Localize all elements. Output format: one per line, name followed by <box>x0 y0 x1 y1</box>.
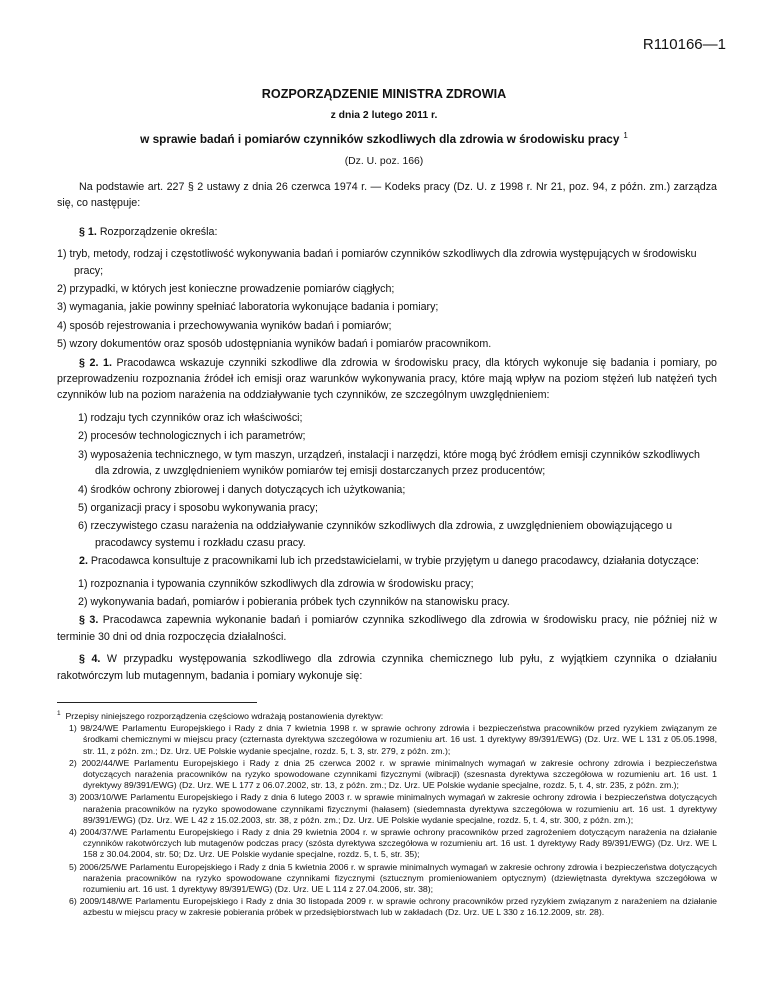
section-2 <box>57 355 717 404</box>
list-item: 2) procesów technologicznych i ich parametrów; <box>78 430 306 443</box>
footnote-item: 5) 2006/25/WE Parlamentu Europejskiego i Rady z dnia 5 kwietnia 2006 r. w sprawie minimalnych wymagań w zakresie ochrony zdrowia i bezpieczeństwa dotyczących narażenia pracowników na ryzyko spowodowane czynnikami fizycznymi (sztucznym promieniowaniem optycznym) (dziewiętnasta dyrektywa szczegółowa w rozumieniu art. 16 ust. 1 dyrektywy 89/391/EWG) (Dz. Urz. UE L 114 z 27.04.2006, str. 38); <box>69 861 717 894</box>
list-item: 3) wymagania, jakie powinny spełniać laboratoria wykonujące badania i pomiary; <box>57 301 439 314</box>
list-item: 3) wyposażenia technicznego, w tym maszyn, urządzeń, instalacji i narzędzi, które mogą być źródłem emisji czynników szkodliwych dla zdrowia, z uwzględnieniem wyników pomiarów tej emisji dostarczanych przez producentów; <box>78 448 700 478</box>
regulation-date: z dnia 2 lutego 2011 r. <box>330 110 438 121</box>
list-item: 5) wzory dokumentów oraz sposób udostępniania wyników badań i pomiarów pracownikom. <box>57 338 492 351</box>
footnote-item: 6) 2009/148/WE Parlamentu Europejskiego i Rady z dnia 30 listopada 2009 r. w sprawie ochrony pracowników przed ryzykiem związanym z narażeniem na działanie azbestu w miejscu pracy w zakresie pobierania próbek w przedsiębiorstwach lub w zakładach (Dz. Urz. UE L 330 z 16.12.2009, str. 28). <box>69 896 717 918</box>
list-item: 2) wykonywania badań, pomiarów i pobierania próbek tych czynników na stanowisku pracy. <box>78 595 510 608</box>
list-item: 1) rodzaju tych czynników oraz ich właściwości; <box>78 411 303 424</box>
preamble: Na podstawie art. 227 § 2 ustawy z dnia 26 czerwca 1974 r. — Kodeks pracy (Dz. U. z 1998 r. Nr 21, poz. 94, z późn. zm.) zarządza się, co następuje: <box>57 181 717 210</box>
section-label: § 1. <box>79 225 97 238</box>
list-item: 5) organizacji pracy i sposobu wykonywania pracy; <box>78 501 318 514</box>
list-item: 1) tryb, metody, rodzaj i częstotliwość wykonywania badań i pomiarów czynników szkodliwych dla zdrowia występujących w środowisku pracy; <box>57 248 697 277</box>
footnote-intro-text: Przepisy niniejszego rozporządzenia częściowo wdrażają postanowienia dyrektyw: <box>65 710 384 721</box>
section-label: § 3. <box>79 614 99 627</box>
section-text: Pracodawca zapewnia wykonanie badań i pomiarów czynnika szkodliwego dla zdrowia w środowisku pracy, nie później niż w terminie 30 dni od dnia rozpoczęcia działalności. <box>57 614 717 643</box>
footnote-item: 3) 2003/10/WE Parlamentu Europejskiego i Rady z dnia 6 lutego 2003 r. w sprawie minimalnych wymagań w zakresie ochrony zdrowia i bezpieczeństwa dotyczących narażenia pracowników na ryzyko spowodowane czynnikami fizycznymi (hałasem) (siedemnasta dyrektywa szczegółowa w rozumieniu art. 16 ust. 1 dyrektywy 89/391/EWG) (Dz. Urz. WE L 42 z 15.02.2003, str. 38, z późn. zm.; Dz. Urz. UE Polskie wydanie specjalne, rozdz. 5, t. 4, str. 300, z późn. zm.); <box>69 792 717 825</box>
section-text: W przypadku występowania szkodliwego dla zdrowia czynnika chemicznego lub pyłu, z wyjątkiem czynnika o działaniu rakotwórczym lub mutagennym, badania i pomiary wykonuje się: <box>57 653 717 682</box>
section-2-paragraph-2 <box>57 553 717 569</box>
paragraph-text: Pracodawca konsultuje z pracownikami lub ich przedstawicielami, w trybie przyjętym u danego pracodawcy, działania dotyczące: <box>90 555 699 568</box>
list-item: 2) przypadki, w których jest konieczne prowadzenie pomiarów ciągłych; <box>57 283 395 296</box>
footnote-divider <box>57 702 257 703</box>
regulation-title: ROZPORZĄDZENIE MINISTRA ZDROWIA <box>261 87 507 101</box>
regulation-body <box>57 179 717 690</box>
footnote-reference: 1 <box>623 131 628 140</box>
document-id: R110166—1 <box>642 36 726 53</box>
section-4 <box>57 651 717 684</box>
footnotes <box>57 708 717 920</box>
list-item: 4) sposób rejestrowania i przechowywania wyników badań i pomiarów; <box>57 319 392 332</box>
list-item: 6) rzeczywistego czasu narażenia na oddziaływanie czynników szkodliwych dla zdrowia, z uwzględnieniem obowiązującego u pracodawcy systemu i rozkładu czasu pracy. <box>78 520 673 549</box>
list-item: 4) środków ochrony zbiorowej i danych dotyczących ich użytkowania; <box>78 483 406 496</box>
footnote-intro <box>57 708 717 722</box>
subject-text: w sprawie badań i pomiarów czynników szkodliwych dla zdrowia w środowisku pracy <box>140 131 620 146</box>
regulation-subject <box>0 131 768 146</box>
footnote-item: 2) 2002/44/WE Parlamentu Europejskiego i Rady z dnia 25 czerwca 2002 r. w sprawie minimalnych wymagań w zakresie ochrony zdrowia i bezpieczeństwa dotyczących narażenia pracowników na ryzyko spowodowane czynnikami fizycznymi (wibracji) (szesnasta dyrektywa szczegółowa w rozumieniu art. 16 ust. 1 dyrektywy 89/391/EWG) (Dz. Urz. WE L 177 z 06.07.2002, str. 13, z późn. zm.; Dz. Urz. UE Polskie wydanie specjalne, rozdz. 5, t. 4, str. 235, z późn. zm.); <box>69 757 717 791</box>
paragraph-label: 2. <box>79 555 88 568</box>
footnote-item: 4) 2004/37/WE Parlamentu Europejskiego i Rady z dnia 29 kwietnia 2004 r. w sprawie ochrony pracowników przed zagrożeniem dotyczącym narażenia na działanie czynników rakotwórczych lub mutagenów podczas pracy (szósta dyrektywa szczegółowa w rozumieniu art. 16 ust. 1 dyrektywy Rady 89/391/EWG) (Dz. Urz. WE L 158 z 30.04.2004, str. 50; Dz. Urz. UE Polskie wydanie specjalne, rozdz. 5, t. 5, str. 35); <box>69 826 717 860</box>
section-3 <box>57 612 717 645</box>
section-text: Rozporządzenie określa: <box>99 225 218 238</box>
section-1 <box>57 224 717 240</box>
footnote-item: 1) 98/24/WE Parlamentu Europejskiego i Rady z dnia 7 kwietnia 1998 r. w sprawie ochrony zdrowia i bezpieczeństwa pracowników przed ryzykiem związanym ze środkami chemicznymi w miejscu pracy (czternasta dyrektywa szczegółowa w rozumieniu art. 16 ust. 1 dyrektywy 89/391/EWG) (Dz. Urz. WE L 131 z 05.05.1998, str. 11, z późn. zm.; Dz. Urz. UE Polskie wydanie specjalne, rozdz. 5, t. 3, str. 279, z późn. zm.); <box>69 723 717 756</box>
footnote-mark: 1 <box>57 710 61 717</box>
list-item: 1) rozpoznania i typowania czynników szkodliwych dla zdrowia w środowisku pracy; <box>78 577 474 590</box>
section-label: § 4. <box>79 653 101 666</box>
section-label: § 2. 1. <box>79 356 112 369</box>
section-text: Pracodawca wskazuje czynniki szkodliwe dla zdrowia w środowisku pracy, dla których wykonuje się badania i pomiary, po przeprowadzeniu rozpoznania źródeł ich emisji oraz warunków wykonywania pracy, które mają wpływ na poziom stężeń lub natężeń tych czynników lub na poziom narażenia na oddziaływanie tych czynników, ze szczególnym uwzględnieniem: <box>57 356 717 402</box>
publication-reference: (Dz. U. poz. 166) <box>344 156 424 167</box>
